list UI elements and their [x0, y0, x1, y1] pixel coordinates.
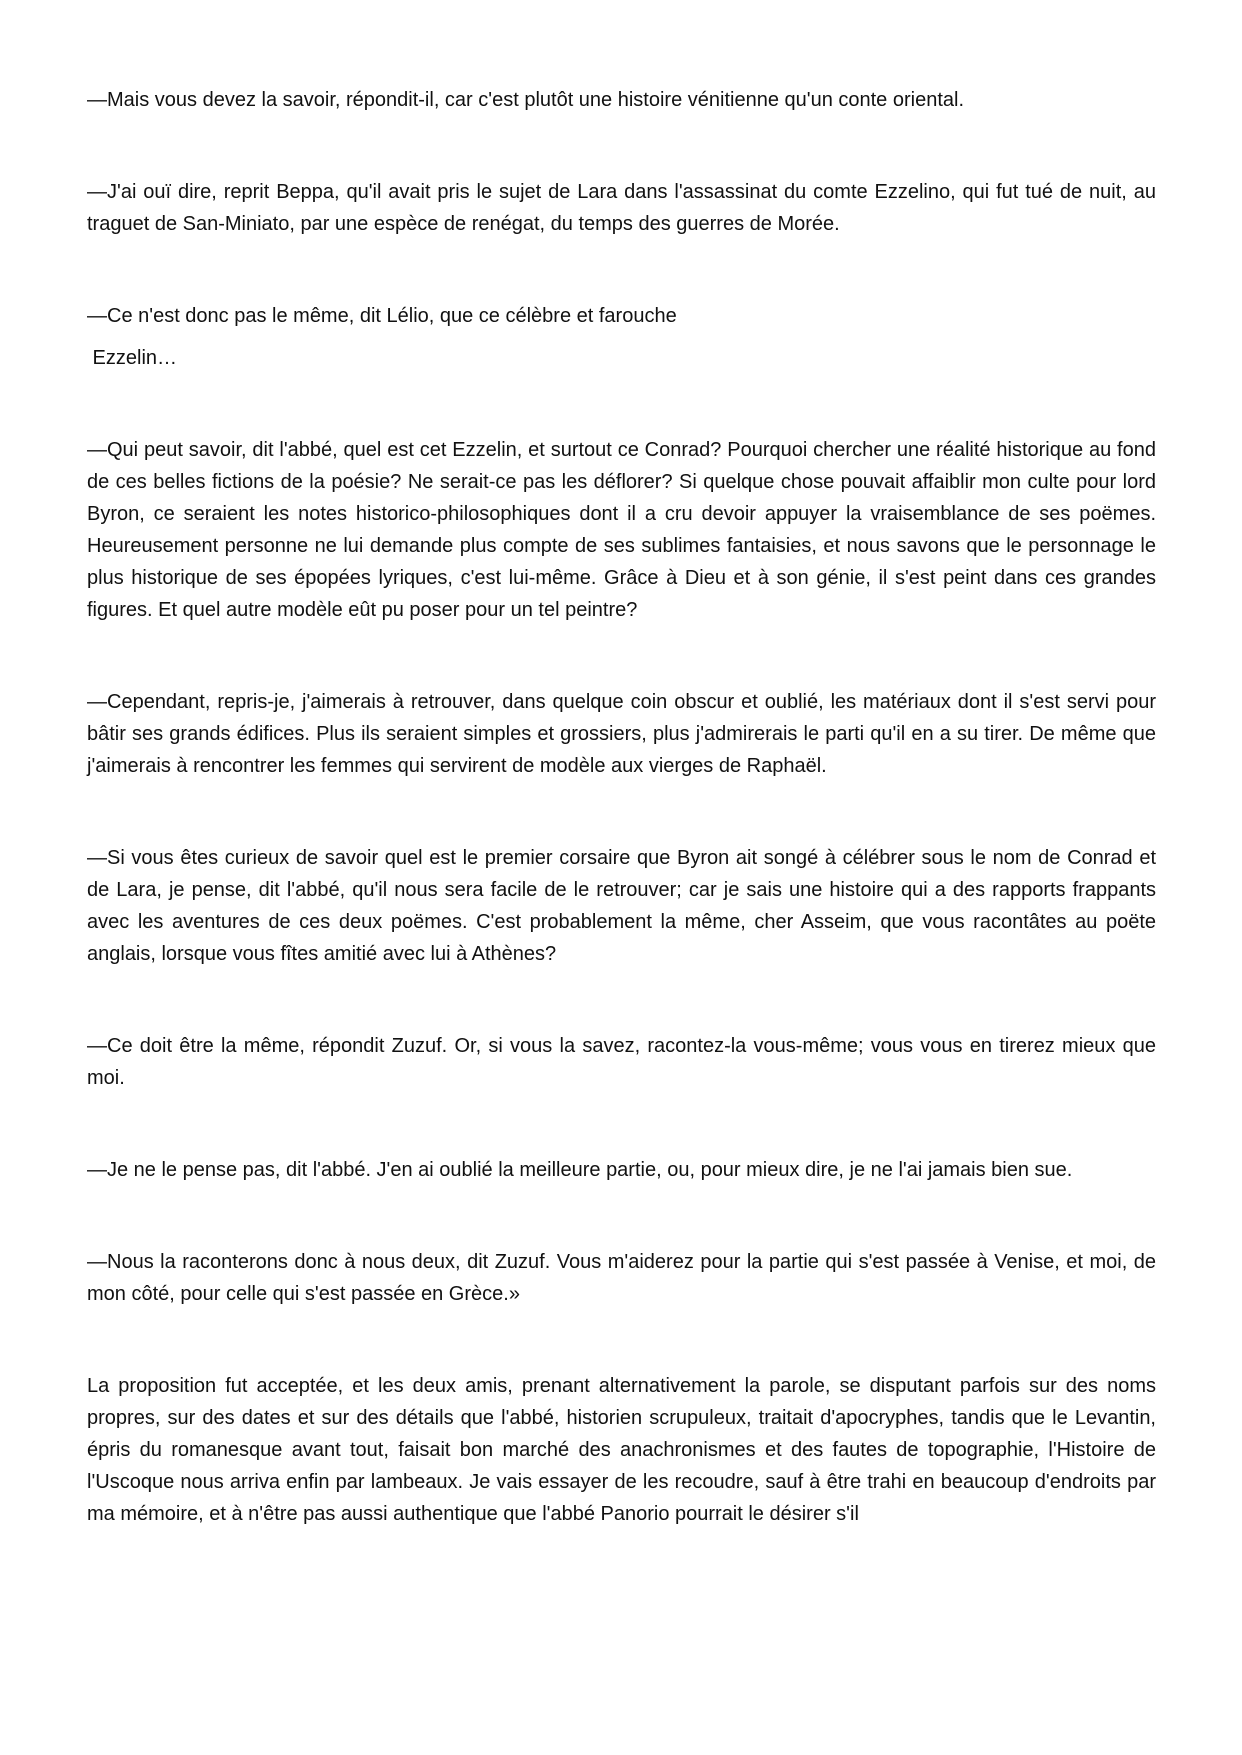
paragraph-10: La proposition fut acceptée, et les deux amis, prenant alternativement la parole, se disputant parfois sur des noms propres, sur des dates et sur des détails que l'abbé, historien scrupuleux, traitait d'apocryphes, tandis que le Levantin, épris du romanesque avant tout, faisait bon marché des anachronismes et des fautes de topographie, l'Histoire de l'Uscoque nous arriva enfin par lambeaux. Je vais essayer de les recoudre, sauf à être trahi en beaucoup d'endroits par ma mémoire, et à n'être pas aussi authentique que l'abbé Panorio pourrait le désirer s'il — [87, 1375, 1156, 1525]
paragraph-7: —Ce doit être la même, répondit Zuzuf. Or, si vous la savez, racontez-la vous-même; vous vous en tirerez mieux que moi. — [87, 1035, 1156, 1089]
document-page — [87, 84, 1156, 1530]
paragraph-3-continuation: Ezzelin… — [87, 347, 178, 369]
paragraph-5: —Cependant, repris-je, j'aimerais à retrouver, dans quelque coin obscur et oublié, les matériaux dont il s'est servi pour bâtir ses grands édifices. Plus ils seraient simples et grossiers, plus j'admirerais le parti qu'il en a su tirer. De même que j'aimerais à rencontrer les femmes qui servirent de modèle aux vierges de Raphaël. — [87, 691, 1156, 777]
paragraph-3: —Ce n'est donc pas le même, dit Lélio, que ce célèbre et farouche — [87, 305, 677, 327]
paragraph-2: —J'ai ouï dire, reprit Beppa, qu'il avait pris le sujet de Lara dans l'assassinat du comte Ezzelino, qui fut tué de nuit, au traguet de San-Miniato, par une espèce de renégat, du temps des guerres de Morée. — [87, 181, 1156, 235]
paragraph-6: —Si vous êtes curieux de savoir quel est le premier corsaire que Byron ait songé à célébrer sous le nom de Conrad et de Lara, je pense, dit l'abbé, qu'il nous sera facile de le retrouver; car je sais une histoire qui a des rapports frappants avec les aventures de ces deux poëmes. C'est probablement la même, cher Asseim, que vous racontâtes au poëte anglais, lorsque vous fîtes amitié avec lui à Athènes? — [87, 847, 1156, 965]
paragraph-8: —Je ne le pense pas, dit l'abbé. J'en ai oublié la meilleure partie, ou, pour mieux dire, je ne l'ai jamais bien sue. — [87, 1159, 1073, 1181]
paragraph-1: —Mais vous devez la savoir, répondit-il, car c'est plutôt une histoire vénitienne qu'un conte oriental. — [87, 89, 965, 111]
paragraph-9: —Nous la raconterons donc à nous deux, dit Zuzuf. Vous m'aiderez pour la partie qui s'est passée à Venise, et moi, de mon côté, pour celle qui s'est passée en Grèce.» — [87, 1251, 1156, 1305]
paragraph-4: —Qui peut savoir, dit l'abbé, quel est cet Ezzelin, et surtout ce Conrad? Pourquoi chercher une réalité historique au fond de ces belles fictions de la poésie? Ne serait-ce pas les déflorer? Si quelque chose pouvait affaiblir mon culte pour lord Byron, ce seraient les notes historico-philosophiques dont il a cru devoir appuyer la vraisemblance de ses poëmes. Heureusement personne ne lui demande plus compte de ses sublimes fantaisies, et nous savons que le personnage le plus historique de ses épopées lyriques, c'est lui-même. Grâce à Dieu et à son génie, il s'est peint dans ces grandes figures. Et quel autre modèle eût pu poser pour un tel peintre? — [87, 439, 1156, 621]
